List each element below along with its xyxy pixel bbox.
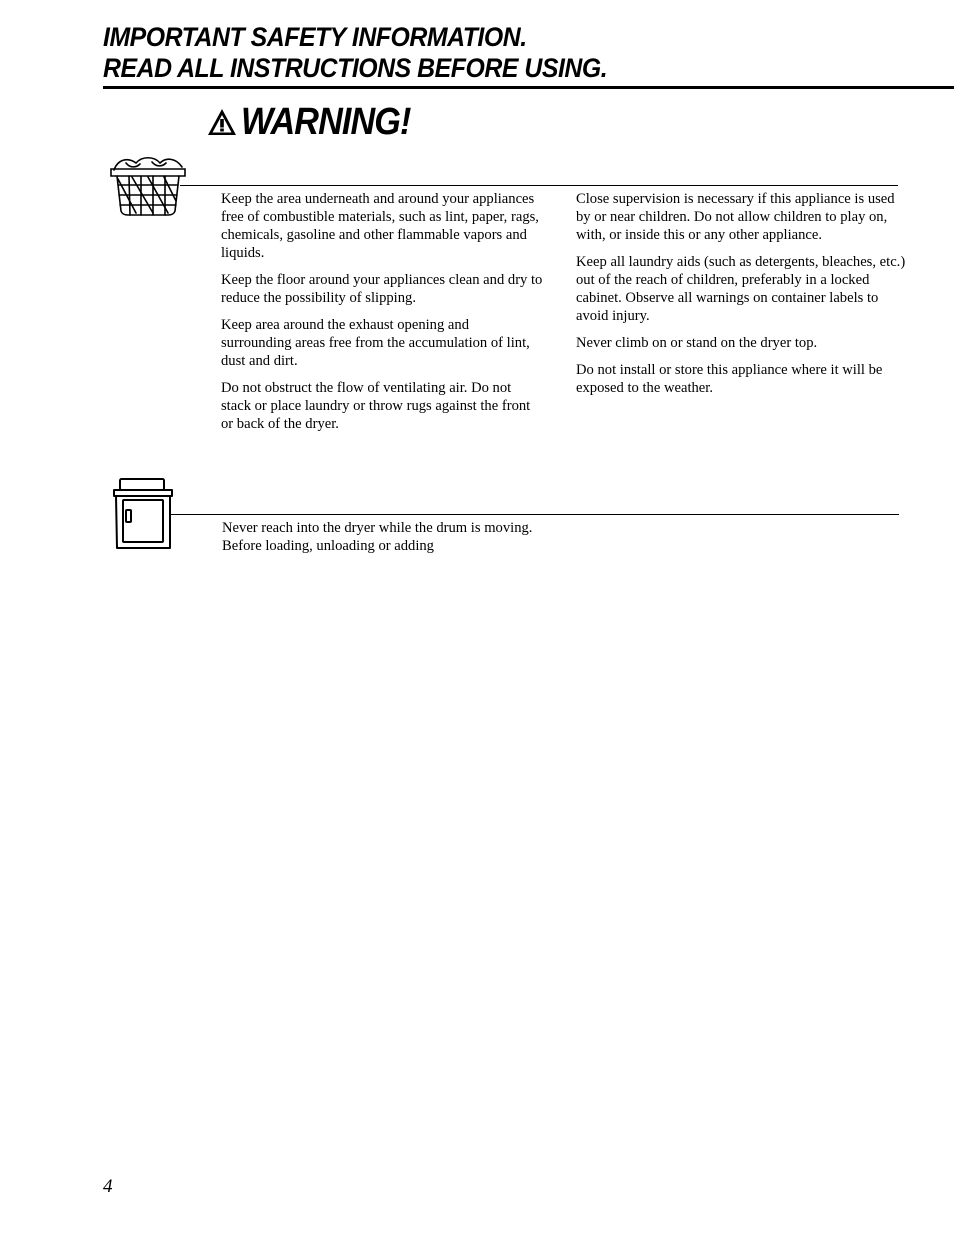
page-header — [103, 22, 876, 84]
header-line-2: READ ALL INSTRUCTIONS BEFORE USING. — [103, 53, 608, 83]
warning-heading — [207, 100, 429, 144]
paragraph: Do not obstruct the flow of ventilating air. Do not stack or place laundry or throw rugs against the front or back of the dryer. — [221, 380, 531, 432]
section-1-left-column — [221, 190, 543, 442]
page-number: 4 — [103, 1176, 113, 1197]
dryer-icon — [110, 476, 176, 552]
header-line-1: IMPORTANT SAFETY INFORMATION. — [103, 22, 527, 52]
section-1-right-column — [576, 190, 906, 406]
paragraph: Keep the area underneath and around your appliances free of combustible materials, such as lint, paper, rags, chemicals, gasoline and other flammable vapors and liquids. — [221, 191, 539, 261]
section-2-column — [222, 519, 542, 564]
warning-triangle-icon — [207, 107, 237, 137]
paragraph: Do not install or store this appliance where it will be exposed to the weather. — [576, 362, 883, 396]
paragraph: Keep all laundry aids (such as detergents, bleaches, etc.) out of the reach of children, preferably in a locked cabinet. Observe all warnings on container labels to avoid injury. — [576, 254, 906, 324]
warning-title: WARNING! — [241, 100, 411, 143]
paragraph: Never climb on or stand on the dryer top. — [576, 335, 818, 351]
section-1-divider — [180, 185, 898, 186]
paragraph: Close supervision is necessary if this appliance is used by or near children. Do not allow children to play on, with, or inside this or any other appliance. — [576, 191, 895, 243]
header-divider — [103, 86, 954, 89]
laundry-basket-icon — [108, 155, 188, 219]
section-2-divider — [170, 514, 899, 515]
paragraph: Keep area around the exhaust opening and surrounding areas free from the accumulation of lint, dust and dirt. — [221, 317, 530, 369]
paragraph: Keep the floor around your appliances clean and dry to reduce the possibility of slipping. — [221, 272, 543, 306]
paragraph: Never reach into the dryer while the drum is moving. Before loading, unloading or adding — [222, 520, 533, 554]
